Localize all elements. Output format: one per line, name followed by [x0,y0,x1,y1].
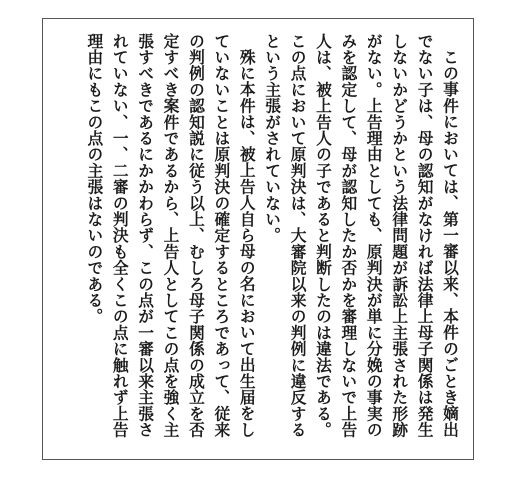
document-frame [42,18,474,460]
paragraph-1: この事件においては、第一審以来、本件のごとき嫡出でない子は、母の認知がなければ法律上母子関係は発生しないかどうかという法律問題が訴訟上主張された形跡がない。上告理由としても、原判決が単に分娩の事実のみを認定して、母が認知したか否かを審理しないで上告人は、被上告人の子であると判断したのは違法である。この点において原判決は、大審院以来の判例に違反するという主張がされていない。 [263,33,460,438]
document-body [82,33,463,453]
paragraph-2: 殊に本件は、被上告人自ら母の名において出生届をしていないことは原判決の確定するところであって、従来の判例の認知説に従う以上、むしろ母子関係の成立を否定すべき案件であるから、上告人としてこの点を強く主張すべきであるにかかわらず、この点が一審以来主張されていない、一、二審の判決も全くこの点に触れず上告理由にもこの点の主張はないのである。 [85,33,257,438]
